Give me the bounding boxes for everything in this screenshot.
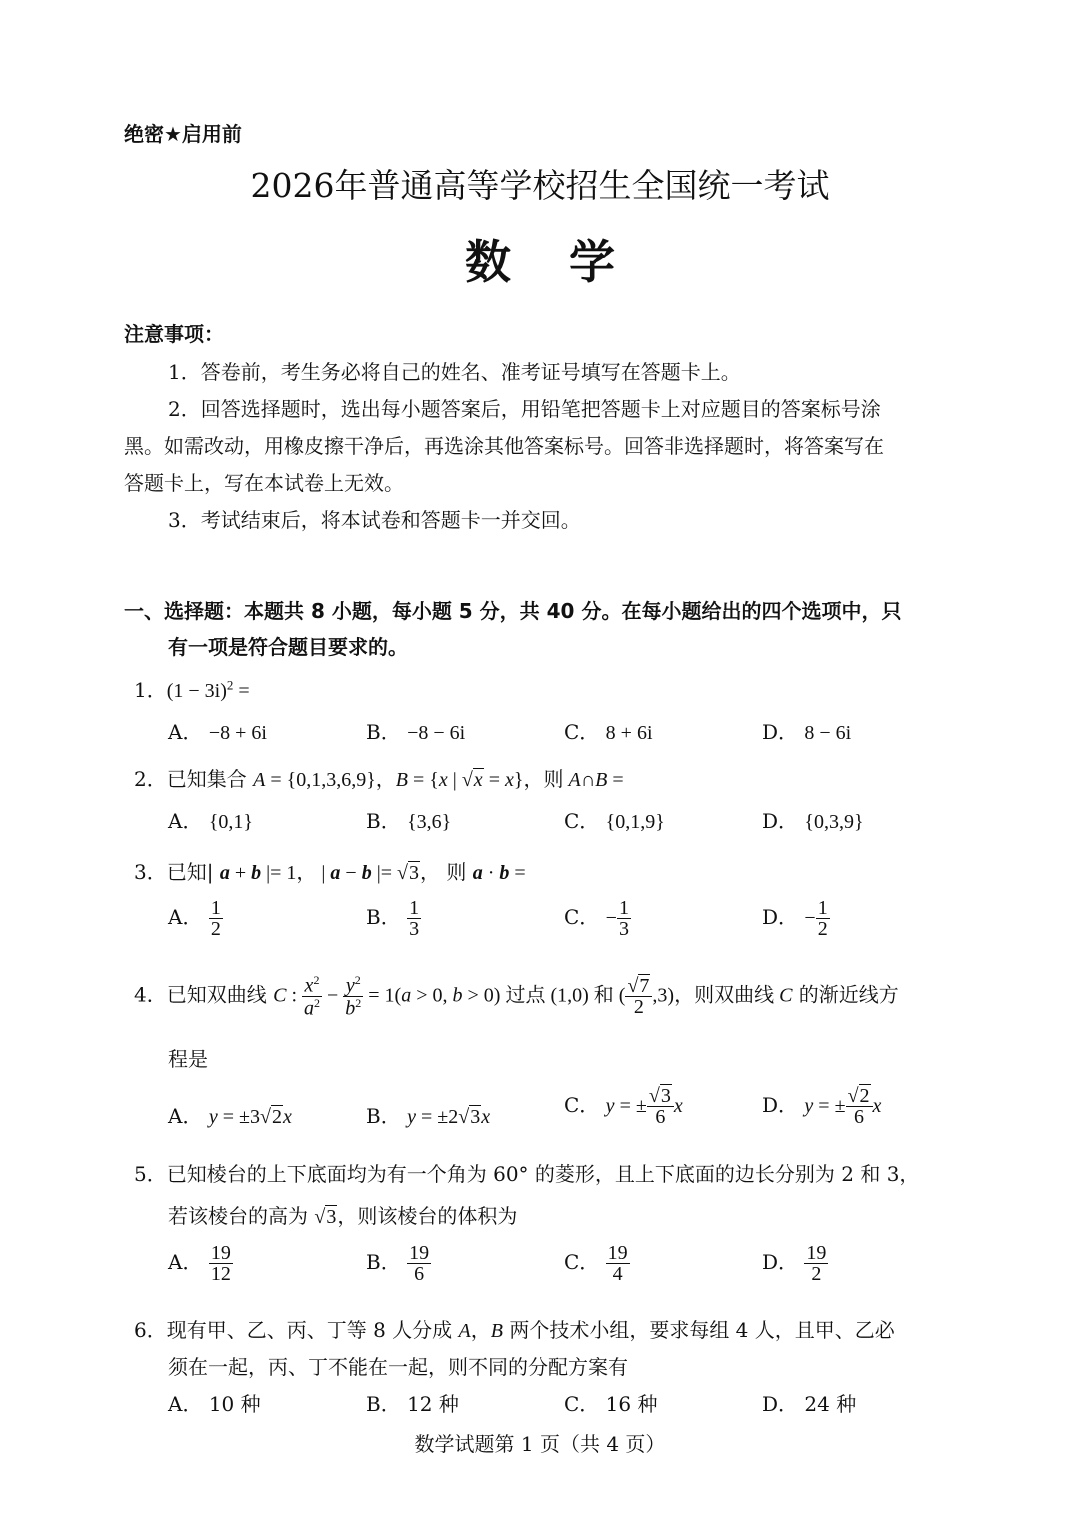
option-a: A． $\frac{19}{12}$: [168, 1242, 231, 1285]
option-c: C． − $\frac{1}{3}$: [564, 897, 629, 940]
question-6-cont: 须在一起，丙、丁不能在一起，则不同的分配方案有: [168, 1355, 628, 1379]
question-6: 6．现有甲、乙、丙、丁等 8 人分成 A，B 两个技术小组，要求每组 4 人，且甲、乙必: [134, 1318, 895, 1342]
equals: =: [233, 680, 250, 702]
option-b: B． $\frac{1}{3}$: [366, 897, 420, 940]
option-a: A． 10 种: [168, 1392, 261, 1416]
notice-line: 2．回答选择题时，选出每小题答案后，用铅笔把答题卡上对应题目的答案标号涂: [168, 397, 881, 421]
option-d: D． {0,3,9}: [762, 809, 864, 833]
option-d: D． $\frac{19}{2}$: [762, 1242, 827, 1285]
notice-title: 注意事项：: [124, 322, 224, 346]
secret-label: 绝密★启用前: [124, 122, 242, 146]
question-3: 3．已知| a + b |= 1， | a − b |= √3， 则 a · b =: [134, 860, 526, 884]
option-b: B． 12 种: [366, 1392, 459, 1416]
subject-title: 数学: [465, 235, 673, 289]
question-5-cont: 若该棱台的高为 √3，则该棱台的体积为: [168, 1204, 518, 1228]
option-a: A． −8 + 6i: [168, 720, 267, 744]
question-4: 4．已知双曲线 C : $\frac{x^2}{a^2}$ − $\frac{y^2}{b^2}$ = 1(a > 0, b > 0) 过点 (1,0) 和 ( $\frac{√7}{2}$ ,3)，则双曲线 C 的渐近线方: [134, 973, 899, 1020]
option-d: D． y = ± $\frac{√2}{6}$ x: [762, 1085, 882, 1128]
exam-title: 2026年普通高等学校招生全国统一考试: [250, 166, 830, 205]
option-c: C． {0,1,9}: [564, 809, 665, 833]
option-c: C． y = ± $\frac{√3}{6}$ x: [564, 1085, 683, 1128]
option-a: A． y = ±3√2x: [168, 1104, 292, 1128]
option-a: A． $\frac{1}{2}$: [168, 897, 221, 940]
notice-line: 1．答卷前，考生务必将自己的姓名、准考证号填写在答题卡上。: [168, 360, 741, 384]
option-b: B． {3,6}: [366, 809, 452, 833]
option-b: B． $\frac{19}{6}$: [366, 1242, 430, 1285]
question-number: 1．: [134, 678, 167, 702]
section-heading: 一、选择题：本题共 8 小题，每小题 5 分，共 40 分。在每小题给出的四个选项中，只: [124, 599, 902, 623]
option-c: C． 16 种: [564, 1392, 658, 1416]
option-b: B． −8 − 6i: [366, 720, 466, 744]
question-1: [134, 674, 250, 703]
option-d: D． 24 种: [762, 1392, 857, 1416]
exponent: 2: [226, 677, 234, 693]
notice-line: 黑。如需改动，用橡皮擦干净后，再选涂其他答案标号。回答非选择题时，将答案写在: [124, 434, 884, 458]
question-stem: (1 − 3i): [166, 680, 227, 702]
option-c: C． $\frac{19}{4}$: [564, 1242, 628, 1285]
option-c: C． 8 + 6i: [564, 720, 653, 744]
notice-line: 3．考试结束后，将本试卷和答题卡一并交回。: [168, 508, 581, 532]
notice-line: 答题卡上，写在本试卷上无效。: [124, 471, 404, 495]
option-d: D． − $\frac{1}{2}$: [762, 897, 828, 940]
question-5: 5．已知棱台的上下底面均为有一个角为 60° 的菱形，且上下底面的边长分别为 2 和 3，: [134, 1162, 920, 1186]
section-heading-cont: 有一项是符合题目要求的。: [168, 635, 408, 659]
option-a: A． {0,1}: [168, 809, 254, 833]
option-d: D． 8 − 6i: [762, 720, 852, 744]
question-2: 2．已知集合 A = {0,1,3,6,9}，B = {x | √x = x}，则 A∩B =: [134, 767, 624, 791]
page-footer: 数学试题第 1 页（共 4 页）: [414, 1432, 666, 1456]
question-4-cont: 程是: [168, 1047, 208, 1071]
option-b: B． y = ±2√3x: [366, 1104, 491, 1128]
